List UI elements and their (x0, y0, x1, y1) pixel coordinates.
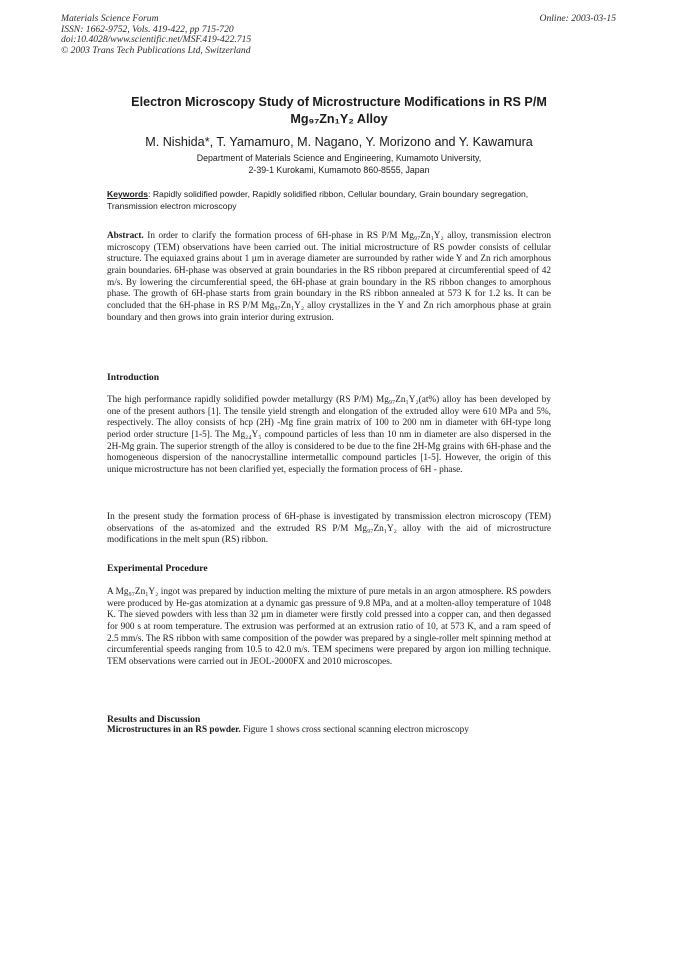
affiliation (60, 153, 618, 176)
copyright-line: © 2003 Trans Tech Publications Ltd, Switzerland (61, 44, 251, 56)
journal-name: Materials Science Forum (61, 13, 159, 24)
doi-line[interactable]: doi:10.4028/www.scientific.net/MSF.419-422.715 (61, 34, 252, 46)
results-subheading: Microstructures in an RS powder. (107, 725, 241, 735)
experimental-heading: Experimental Procedure (107, 563, 208, 574)
abstract-text: In order to clarify the formation process of 6H-phase in RS P/M Mg₉₇Zn₁Y₂ alloy, transmission electron microscopy (TEM) observations have been carried out. The initial microstructure of RS powder consists of cellular structure. The equiaxed grains about 1 µm in average diameter are surrounded by rather wide Y and Zn rich amorphous grain boundaries. 6H-phase was observed at grain boundaries in the RS ribbon prepared at circumferential speed of 42 m/s. By lowering the circumferential speed, the 6H-phase at grain boundary in the RS ribbon changes to amorphous phase. The growth of 6H-phase starts from grain boundary in the RS ribbon annealed at 573 K for 1.2 ks. It can be concluded that the 6H-phase in RS P/M Mg₉₇Zn₁Y₂ alloy crystallizes in the Y and Zn rich amorphous phase at grain boundary and then grows into grain interior during extrusion. (107, 231, 551, 323)
introduction-paragraph-2: In the present study the formation process of 6H-phase is investigated by transmission electron microscopy (TEM) observations of the as-atomized and the extruded RS P/M Mg₉₇Zn₁Y₂ alloy with the aid of microstructure modifications in the melt spun (RS) ribbon. (107, 512, 551, 546)
keywords-text: : Rapidly solidified powder, Rapidly solidified ribbon, Cellular boundary, Grain boundary segregation, Transmission electron microscopy (107, 189, 529, 212)
results-paragraph (107, 725, 551, 737)
title-line-2: Mg₉₇Zn₁Y₂ Alloy (290, 112, 388, 126)
keywords-block (107, 188, 571, 213)
online-date: Online: 2003-03-15 (539, 13, 616, 24)
issn-line: ISSN: 1662-9752, Vols. 419-422, pp 715-720 (61, 23, 234, 35)
introduction-paragraph-1: The high performance rapidly solidified powder metallurgy (RS P/M) Mg₉₇Zn₁Y₂(at%) alloy has been developed by one of the present authors [1]. The tensile yield strength and elongation of the extruded alloy were 610 MPa and 5%, respectively. The alloy consists of hcp (2H) -Mg fine grain matrix of 100 to 200 nm in diameter with 6H-type long period order structure [1-5]. The Mg₂₄Y₅ compound particles of less than 10 nm in diameter are also dispersed in the 2H-Mg grain. The superior strength of the alloy is considered to be due to the fine 2H-Mg grains with 6H-phase and the homogeneous dispersion of the nanocrystalline intermetallic compound particles [1-5]. However, the origin of this unique microstructure has not been clarified yet, especially the formation process of 6H - phase. (107, 395, 551, 475)
paper-title (60, 94, 618, 128)
experimental-paragraph: A Mg₉₇Zn₁Y₂ ingot was prepared by induction melting the mixture of pure metals in an argon atmosphere. RS powders were produced by He-gas atomization at a dynamic gas pressure of 9.8 MPa, and at a molten-alloy temperature of 1048 K. The sieved powders with less than 32 µm in diameter were firstly cold pressed into a copper can, and then degassed for 900 s at room temperature. The extrusion was performed at an extrusion ratio of 10, at 573 K, and a ram speed of 2.5 mm/s. The RS ribbon with same composition of the powder was prepared by a single-roller melt spinning method at circumferential speeds ranging from 10.5 to 42.0 m/s. TEM specimens were prepared by argon ion milling technique. TEM observations were carried out in JEOL-2000FX and 2010 microscopes. (107, 587, 552, 667)
abstract-block (107, 231, 551, 324)
abstract-label: Abstract. (107, 231, 144, 241)
results-text: Figure 1 shows cross sectional scanning electron microscopy (240, 725, 469, 735)
author-list: M. Nishida*, T. Yamamuro, M. Nagano, Y. Morizono and Y. Kawamura (145, 135, 533, 149)
keywords-label: Keywords (107, 189, 149, 199)
results-heading: Results and Discussion (107, 714, 201, 725)
journal-header (61, 14, 391, 56)
affiliation-line-2: 2-39-1 Kurokami, Kumamoto 860-8555, Japan (248, 164, 430, 175)
title-line-1: Electron Microscopy Study of Microstructure Modifications in RS P/M (131, 95, 547, 109)
introduction-heading: Introduction (107, 372, 160, 383)
affiliation-line-1: Department of Materials Science and Engineering, Kumamoto University, (196, 153, 482, 163)
